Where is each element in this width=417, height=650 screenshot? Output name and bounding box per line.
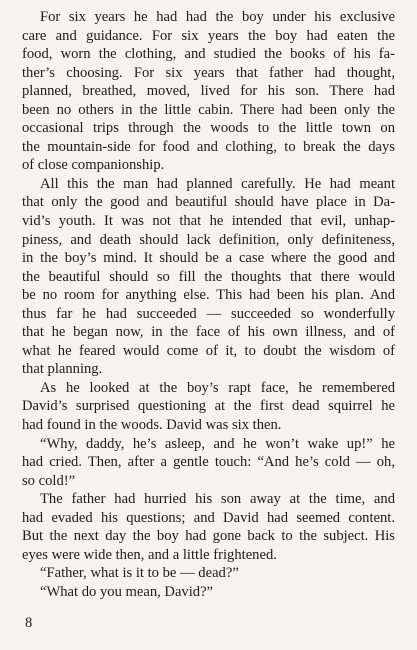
text-line: in the boy’s mind. It should be a case where the good and	[22, 250, 395, 267]
text-line: had found in the woods. David was six then.	[22, 417, 282, 434]
text-line: “Father, what is it to be — dead?”	[40, 565, 239, 582]
text-line: As he looked at the boy’s rapt face, he remembered	[40, 379, 395, 396]
text-line: that only the good and beautiful should have place in Da-	[22, 194, 395, 211]
text-line: The father had hurried his son away at the time, and	[40, 491, 395, 508]
text-line: eyes were wide then, and a little frightened.	[22, 546, 277, 563]
text-line: All this the man had planned carefully. He had meant	[40, 175, 395, 192]
text-line: what he feared would come of it, to doubt the wisdom of	[22, 342, 395, 359]
text-line: David’s surprised questioning at the first dead squirrel he	[22, 398, 395, 415]
page-text	[22, 8, 395, 602]
text-line: For six years he had had the boy under his exclusive	[40, 9, 395, 25]
text-line: care and guidance. For six years the boy had eaten the	[22, 27, 395, 44]
text-line: of close companionship.	[22, 157, 165, 174]
text-line: occasional trips through the woods to the little town on	[22, 120, 395, 137]
text-line: thus far he had succeeded — succeeded so wonderfully	[22, 305, 395, 322]
text-line: ther’s choosing. For six years that father had thought,	[22, 64, 395, 81]
text-line: But the next day the boy had gone back to the subject. His	[22, 528, 395, 545]
text-line: so cold!”	[22, 472, 76, 489]
text-line: had evaded his questions; and David had seemed content.	[22, 509, 395, 526]
page-number: 8	[25, 615, 33, 631]
text-line: food, worn the clothing, and studied the books of his fa-	[22, 46, 395, 63]
text-line: vid’s youth. It was not that he intended that evil, unhap-	[22, 213, 395, 230]
text-line: be no room for anything else. This had been his plan. And	[22, 287, 395, 304]
text-line: planned, breathed, moved, lived for his son. There had	[22, 83, 395, 100]
text-line: piness, and death should lack definition, only definiteness,	[22, 231, 395, 248]
text-line: “What do you mean, David?”	[40, 583, 214, 600]
text-line: the beautiful should so fill the thoughts that there would	[22, 268, 395, 285]
text-line: been no others in the little cabin. There had been only the	[22, 101, 395, 118]
text-line: that he began now, in the face of his own illness, and of	[22, 324, 395, 341]
text-line: that planning.	[22, 361, 103, 378]
text-line: “Why, daddy, he’s asleep, and he won’t wake up!” he	[40, 435, 395, 452]
text-line: had cried. Then, after a gentle touch: “And he’s cold — oh,	[22, 454, 395, 471]
text-line: the mountain-side for food and clothing, to break the days	[22, 138, 395, 155]
